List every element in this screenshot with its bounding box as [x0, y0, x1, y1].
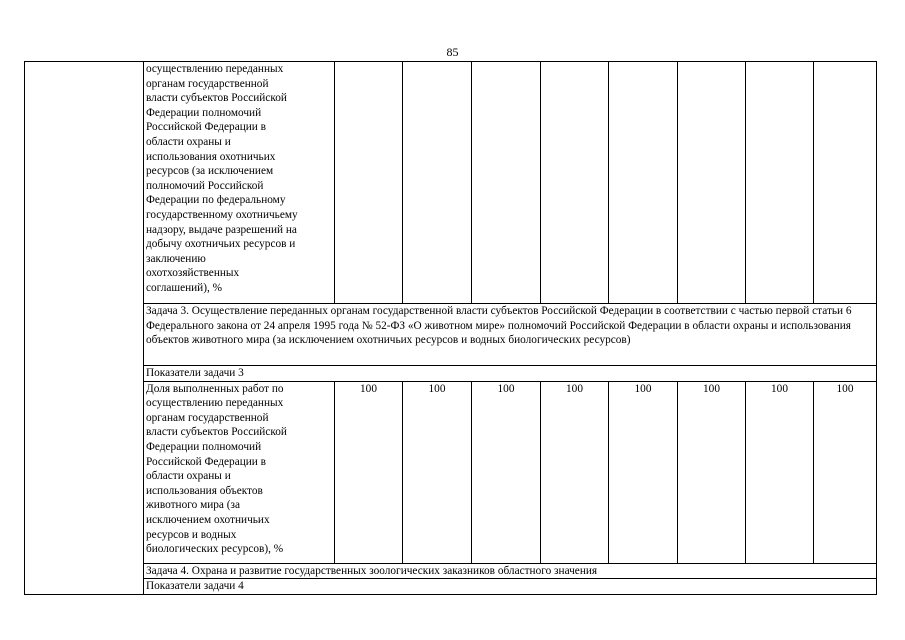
value-cell — [609, 62, 678, 304]
value-cell-2: 100 — [403, 381, 472, 563]
value-cell-5: 100 — [609, 381, 678, 563]
task-3-heading: Задача 3. Осуществление переданных органам государственной власти субъектов Российской Федерации в соответствии с частью первой статьи 6 Федерального закона от 24 апреля 1995 года № 52-ФЗ «О животном мире» полномочий Российской Федерации в области охраны и использования объектов животного мира (за исключением охотничьих ресурсов и водных биологических ресурсов) — [144, 304, 877, 366]
value-cell — [814, 62, 877, 304]
value-cell-4: 100 — [541, 381, 609, 563]
task-4-indicators-label: Показатели задачи 4 — [144, 579, 877, 595]
indicator-name-cell: Доля выполненных работ по осуществлению переданных органам государственной власти субъектов Российской Федерации полномочий Российской Федерации в области охраны и использования объектов животного мира (за исключением охотничьих ресурсов и водных биологических ресурсов), % — [144, 381, 335, 563]
indicators-table — [24, 61, 877, 595]
table-row-task-3-indicators — [25, 366, 877, 382]
value-cell — [335, 62, 403, 304]
table-row-task-4-indicators — [25, 579, 877, 595]
value-cell — [746, 62, 814, 304]
value-cell-7: 100 — [746, 381, 814, 563]
table-row-indicator-continued — [25, 62, 877, 304]
table-row-task-4 — [25, 563, 877, 579]
value-cell — [472, 62, 541, 304]
table-row-task-3 — [25, 304, 877, 366]
value-cell-6: 100 — [678, 381, 746, 563]
value-cell-3: 100 — [472, 381, 541, 563]
row-number-cell — [25, 62, 144, 595]
page-number: 85 — [446, 45, 459, 59]
table-row-indicator-3-1 — [25, 381, 877, 563]
value-cell-1: 100 — [335, 381, 403, 563]
value-cell — [403, 62, 472, 304]
task-3-indicators-label: Показатели задачи 3 — [144, 366, 877, 382]
task-4-heading: Задача 4. Охрана и развитие государственных зоологических заказников областного значения — [144, 563, 877, 579]
value-cell-8: 100 — [814, 381, 877, 563]
value-cell — [541, 62, 609, 304]
indicator-name-cell: осуществлению переданных органам государственной власти субъектов Российской Федерации полномочий Российской Федерации в области охраны и использования охотничьих ресурсов (за исключением полномочий Российской Федерации по федеральному государственному охотничьему надзору, выдаче разрешений на добычу охотничьих ресурсов и заключению охотхозяйственных соглашений), % — [144, 62, 335, 304]
value-cell — [678, 62, 746, 304]
